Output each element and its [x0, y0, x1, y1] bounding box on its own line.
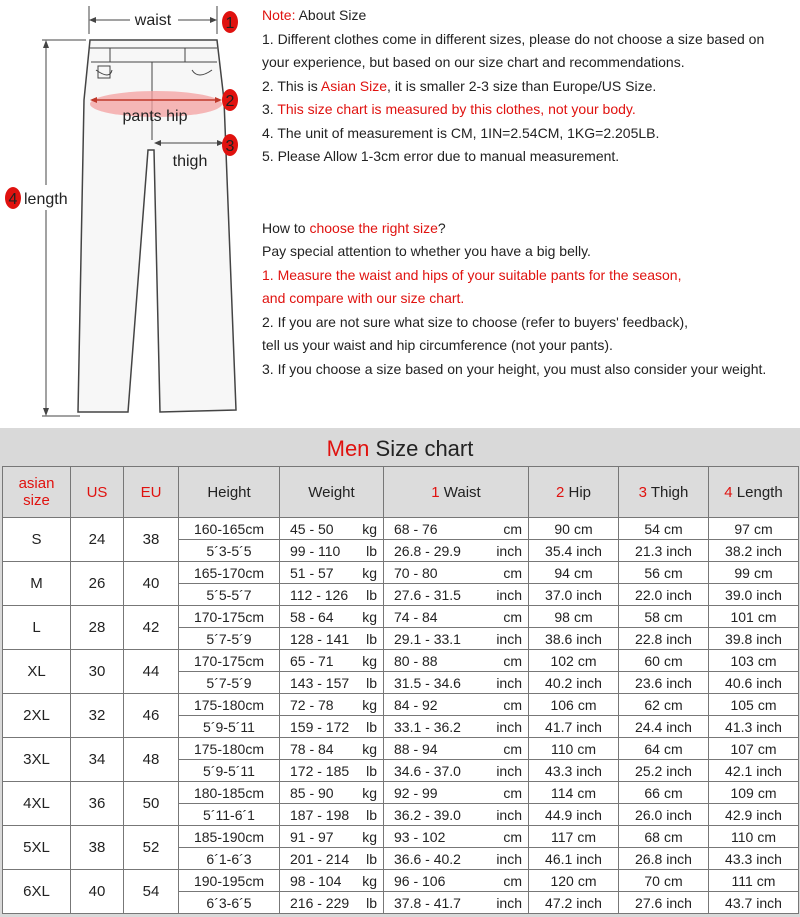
- table-row: [3, 650, 799, 672]
- length-in-cell: 43.7 inch: [709, 892, 799, 914]
- height-cm-cell: 190-195cm: [179, 870, 280, 892]
- hip-cm-cell: 90 cm: [529, 518, 619, 540]
- belly-note: Pay special attention to whether you have a big belly.: [262, 243, 591, 259]
- height-ft-cell: 6´3-6´5: [179, 892, 280, 914]
- hip-label: pants hip: [122, 108, 188, 125]
- weight-lb-cell: 201 - 214 lb: [280, 848, 384, 870]
- size-cell: L: [3, 606, 71, 650]
- waist-cm-cell: 93 - 102 cm: [384, 826, 529, 848]
- us-cell: 26: [71, 562, 124, 606]
- waist-cm-cell: 96 - 106 cm: [384, 870, 529, 892]
- thigh-cm-cell: 64 cm: [619, 738, 709, 760]
- hip-in-cell: 41.7 inch: [529, 716, 619, 738]
- table-row: [3, 562, 799, 584]
- col-hip: 2 Hip: [529, 467, 619, 518]
- hip-cm-cell: 94 cm: [529, 562, 619, 584]
- col-asian-size: asian size: [3, 467, 71, 518]
- chart-title: Men Size chart: [326, 436, 474, 461]
- note-line-4: 4. The unit of measurement is CM, 1IN=2.54CM, 1KG=2.205LB.: [262, 124, 660, 141]
- eu-cell: 38: [124, 518, 179, 562]
- size-cell: 4XL: [3, 782, 71, 826]
- thigh-cm-cell: 62 cm: [619, 694, 709, 716]
- length-in-cell: 39.0 inch: [709, 584, 799, 606]
- table-row: [3, 606, 799, 628]
- marker-4: 4: [8, 191, 18, 208]
- measure-line-2a: 2. If you are not sure what size to choose (refer to buyers' feedback),: [262, 313, 689, 330]
- weight-kg-cell: 45 - 50 kg: [280, 518, 384, 540]
- height-cm-cell: 170-175cm: [179, 606, 280, 628]
- note-heading: Note: About Size: [262, 7, 367, 23]
- measure-line-1b: and compare with our size chart.: [262, 290, 465, 306]
- length-cm-cell: 105 cm: [709, 694, 799, 716]
- waist-in-cell: 34.6 - 37.0 inch: [384, 760, 529, 782]
- height-cm-cell: 165-170cm: [179, 562, 280, 584]
- thigh-in-cell: 22.0 inch: [619, 584, 709, 606]
- weight-lb-cell: 187 - 198 lb: [280, 804, 384, 826]
- waist-in-cell: 36.2 - 39.0 inch: [384, 804, 529, 826]
- marker-1: 1: [225, 15, 235, 32]
- eu-cell: 42: [124, 606, 179, 650]
- length-in-cell: 42.9 inch: [709, 804, 799, 826]
- height-ft-cell: 5´3-5´5: [179, 540, 280, 562]
- length-cm-cell: 99 cm: [709, 562, 799, 584]
- thigh-cm-cell: 58 cm: [619, 606, 709, 628]
- length-cm-cell: 97 cm: [709, 518, 799, 540]
- weight-lb-cell: 159 - 172 lb: [280, 716, 384, 738]
- height-cm-cell: 170-175cm: [179, 650, 280, 672]
- hip-cm-cell: 106 cm: [529, 694, 619, 716]
- col-eu: EU: [124, 467, 179, 518]
- thigh-in-cell: 26.8 inch: [619, 848, 709, 870]
- weight-kg-cell: 51 - 57 kg: [280, 562, 384, 584]
- thigh-in-cell: 27.6 inch: [619, 892, 709, 914]
- table-row: [3, 826, 799, 848]
- waist-in-cell: 36.6 - 40.2 inch: [384, 848, 529, 870]
- hip-in-cell: 43.3 inch: [529, 760, 619, 782]
- col-weight: Weight: [280, 467, 384, 518]
- length-in-cell: 38.2 inch: [709, 540, 799, 562]
- size-cell: 5XL: [3, 826, 71, 870]
- waist-cm-cell: 70 - 80 cm: [384, 562, 529, 584]
- weight-kg-cell: 58 - 64 kg: [280, 606, 384, 628]
- height-cm-cell: 185-190cm: [179, 826, 280, 848]
- weight-kg-cell: 78 - 84 kg: [280, 738, 384, 760]
- hip-in-cell: 38.6 inch: [529, 628, 619, 650]
- size-cell: 2XL: [3, 694, 71, 738]
- waist-in-cell: 27.6 - 31.5 inch: [384, 584, 529, 606]
- measure-line-3: 3. If you choose a size based on your height, you must also consider your weight.: [262, 360, 767, 377]
- size-cell: 3XL: [3, 738, 71, 782]
- us-cell: 24: [71, 518, 124, 562]
- weight-kg-cell: 98 - 104 kg: [280, 870, 384, 892]
- length-cm-cell: 111 cm: [709, 870, 799, 892]
- waist-cm-cell: 84 - 92 cm: [384, 694, 529, 716]
- size-cell: M: [3, 562, 71, 606]
- thigh-cm-cell: 66 cm: [619, 782, 709, 804]
- height-ft-cell: 5´7-5´9: [179, 672, 280, 694]
- hip-in-cell: 44.9 inch: [529, 804, 619, 826]
- note-line-2: 2. This is Asian Size, it is smaller 2-3 size than Europe/US Size.: [262, 77, 657, 94]
- hip-cm-cell: 102 cm: [529, 650, 619, 672]
- weight-lb-cell: 99 - 110 lb: [280, 540, 384, 562]
- thigh-label: thigh: [172, 153, 208, 170]
- length-label: length: [24, 191, 68, 208]
- waist-in-cell: 37.8 - 41.7 inch: [384, 892, 529, 914]
- eu-cell: 40: [124, 562, 179, 606]
- table-row: [3, 518, 799, 540]
- measure-line-2b: tell us your waist and hip circumference (not your pants).: [262, 337, 613, 353]
- info-section: [0, 0, 800, 428]
- thigh-cm-cell: 68 cm: [619, 826, 709, 848]
- us-cell: 36: [71, 782, 124, 826]
- waist-cm-cell: 92 - 99 cm: [384, 782, 529, 804]
- weight-lb-cell: 172 - 185 lb: [280, 760, 384, 782]
- hip-in-cell: 35.4 inch: [529, 540, 619, 562]
- hip-cm-cell: 110 cm: [529, 738, 619, 760]
- eu-cell: 52: [124, 826, 179, 870]
- note-line-1a: 1. Different clothes come in different sizes, please do not choose a size based on: [262, 30, 765, 47]
- length-in-cell: 40.6 inch: [709, 672, 799, 694]
- table-row: [3, 738, 799, 760]
- height-ft-cell: 5´11-6´1: [179, 804, 280, 826]
- marker-2: 2: [225, 93, 235, 110]
- us-cell: 28: [71, 606, 124, 650]
- waist-in-cell: 26.8 - 29.9 inch: [384, 540, 529, 562]
- thigh-cm-cell: 70 cm: [619, 870, 709, 892]
- thigh-in-cell: 24.4 inch: [619, 716, 709, 738]
- waist-cm-cell: 88 - 94 cm: [384, 738, 529, 760]
- thigh-in-cell: 22.8 inch: [619, 628, 709, 650]
- thigh-in-cell: 21.3 inch: [619, 540, 709, 562]
- hip-in-cell: 37.0 inch: [529, 584, 619, 606]
- length-cm-cell: 109 cm: [709, 782, 799, 804]
- eu-cell: 48: [124, 738, 179, 782]
- weight-lb-cell: 128 - 141 lb: [280, 628, 384, 650]
- length-cm-cell: 101 cm: [709, 606, 799, 628]
- waist-cm-cell: 74 - 84 cm: [384, 606, 529, 628]
- height-cm-cell: 175-180cm: [179, 694, 280, 716]
- weight-lb-cell: 216 - 229 lb: [280, 892, 384, 914]
- us-cell: 30: [71, 650, 124, 694]
- note-line-5: 5. Please Allow 1-3cm error due to manual measurement.: [262, 148, 620, 164]
- col-us: US: [71, 467, 124, 518]
- note-line-3: 3. This size chart is measured by this clothes, not your body.: [262, 101, 636, 117]
- waist-cm-cell: 80 - 88 cm: [384, 650, 529, 672]
- length-in-cell: 39.8 inch: [709, 628, 799, 650]
- waist-in-cell: 33.1 - 36.2 inch: [384, 716, 529, 738]
- length-cm-cell: 103 cm: [709, 650, 799, 672]
- thigh-cm-cell: 54 cm: [619, 518, 709, 540]
- eu-cell: 54: [124, 870, 179, 914]
- length-in-cell: 43.3 inch: [709, 848, 799, 870]
- hip-in-cell: 47.2 inch: [529, 892, 619, 914]
- weight-kg-cell: 72 - 78 kg: [280, 694, 384, 716]
- thigh-in-cell: 23.6 inch: [619, 672, 709, 694]
- table-row: [3, 870, 799, 892]
- weight-lb-cell: 143 - 157 lb: [280, 672, 384, 694]
- waist-label: waist: [134, 12, 172, 29]
- length-in-cell: 42.1 inch: [709, 760, 799, 782]
- thigh-cm-cell: 56 cm: [619, 562, 709, 584]
- hip-in-cell: 40.2 inch: [529, 672, 619, 694]
- hip-in-cell: 46.1 inch: [529, 848, 619, 870]
- hip-cm-cell: 120 cm: [529, 870, 619, 892]
- col-height: Height: [179, 467, 280, 518]
- note-line-1b: your experience, but based on our size chart and recommendations.: [262, 54, 685, 70]
- size-cell: 6XL: [3, 870, 71, 914]
- how-to-heading: How to choose the right size?: [262, 219, 446, 236]
- col-length: 4 Length: [709, 467, 799, 518]
- length-cm-cell: 110 cm: [709, 826, 799, 848]
- table-header-row: [3, 467, 799, 518]
- hip-cm-cell: 117 cm: [529, 826, 619, 848]
- height-cm-cell: 175-180cm: [179, 738, 280, 760]
- measure-line-1a: 1. Measure the waist and hips of your suitable pants for the season,: [262, 266, 682, 283]
- waist-in-cell: 31.5 - 34.6 inch: [384, 672, 529, 694]
- eu-cell: 46: [124, 694, 179, 738]
- height-ft-cell: 5´9-5´11: [179, 716, 280, 738]
- hip-cm-cell: 98 cm: [529, 606, 619, 628]
- us-cell: 32: [71, 694, 124, 738]
- length-in-cell: 41.3 inch: [709, 716, 799, 738]
- col-waist: 1 Waist: [384, 467, 529, 518]
- size-table: [2, 466, 799, 914]
- col-thigh: 3 Thigh: [619, 467, 709, 518]
- table-row: [3, 694, 799, 716]
- marker-3: 3: [225, 138, 235, 155]
- us-cell: 34: [71, 738, 124, 782]
- weight-kg-cell: 65 - 71 kg: [280, 650, 384, 672]
- height-cm-cell: 180-185cm: [179, 782, 280, 804]
- us-cell: 40: [71, 870, 124, 914]
- height-ft-cell: 5´5-5´7: [179, 584, 280, 606]
- size-notes: [262, 4, 797, 381]
- hip-cm-cell: 114 cm: [529, 782, 619, 804]
- size-cell: XL: [3, 650, 71, 694]
- weight-kg-cell: 85 - 90 kg: [280, 782, 384, 804]
- table-body: [3, 518, 799, 914]
- height-ft-cell: 5´9-5´11: [179, 760, 280, 782]
- pants-diagram: [0, 0, 255, 428]
- eu-cell: 50: [124, 782, 179, 826]
- us-cell: 38: [71, 826, 124, 870]
- weight-kg-cell: 91 - 97 kg: [280, 826, 384, 848]
- size-chart: [0, 428, 800, 917]
- eu-cell: 44: [124, 650, 179, 694]
- height-cm-cell: 160-165cm: [179, 518, 280, 540]
- waist-in-cell: 29.1 - 33.1 inch: [384, 628, 529, 650]
- height-ft-cell: 5´7-5´9: [179, 628, 280, 650]
- waist-cm-cell: 68 - 76 cm: [384, 518, 529, 540]
- height-ft-cell: 6´1-6´3: [179, 848, 280, 870]
- weight-lb-cell: 112 - 126 lb: [280, 584, 384, 606]
- thigh-in-cell: 26.0 inch: [619, 804, 709, 826]
- thigh-cm-cell: 60 cm: [619, 650, 709, 672]
- thigh-in-cell: 25.2 inch: [619, 760, 709, 782]
- size-cell: S: [3, 518, 71, 562]
- table-row: [3, 782, 799, 804]
- length-cm-cell: 107 cm: [709, 738, 799, 760]
